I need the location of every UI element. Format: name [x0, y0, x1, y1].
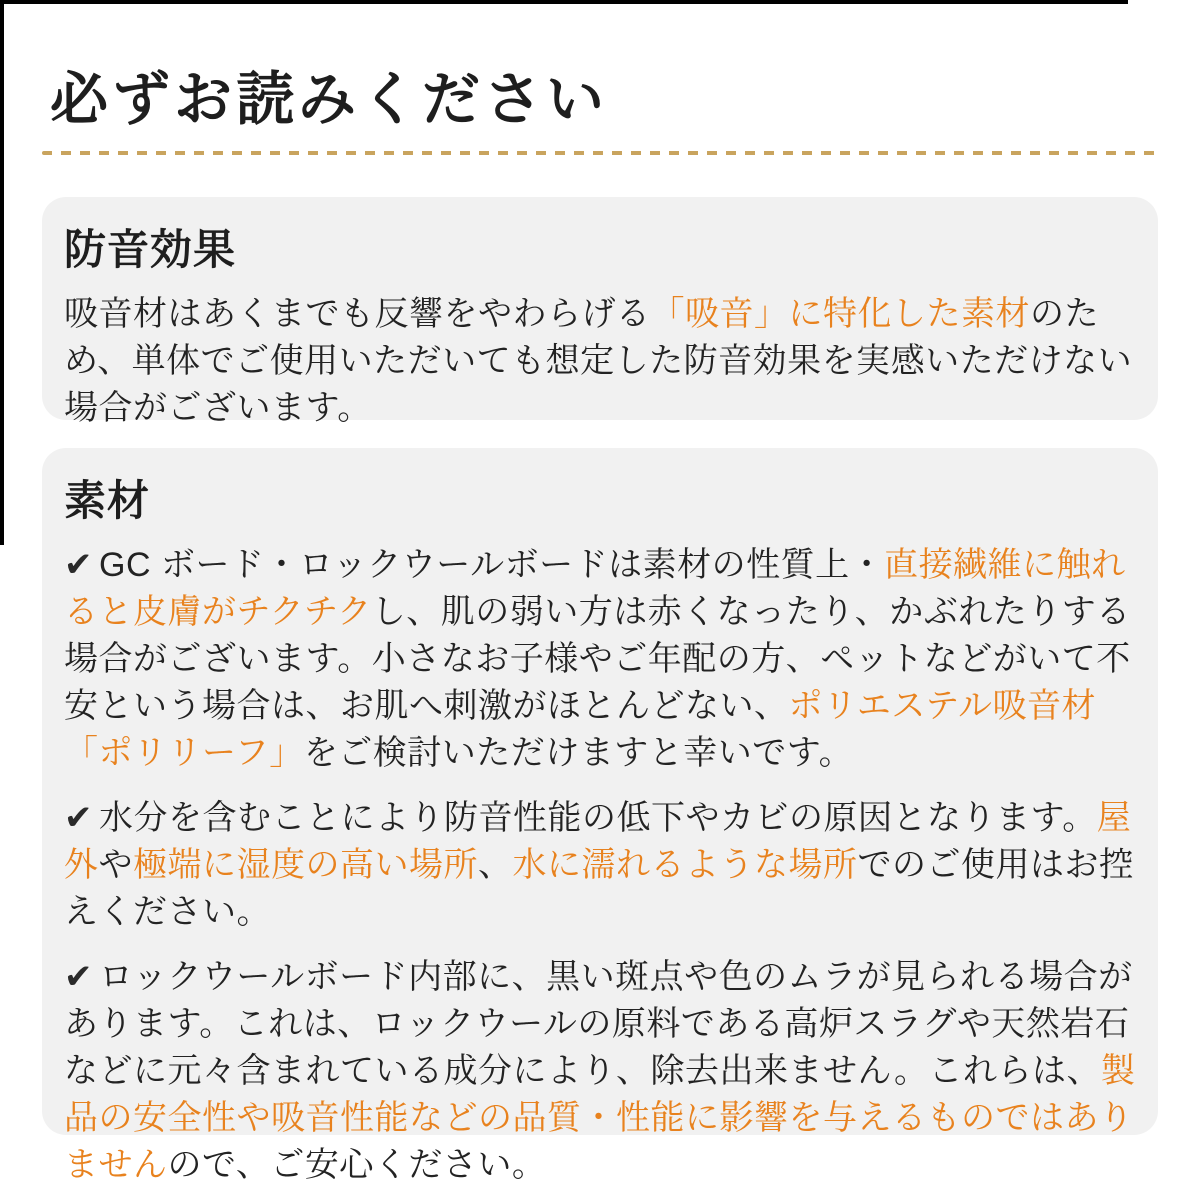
text-segment: GC ボード・ロックウールボードは素材の性質上・ — [99, 546, 885, 584]
text-segment: をご検討いただけますと幸いです。 — [303, 734, 854, 772]
paragraph — [64, 542, 1136, 777]
text-segment: でのご使用はお控えください。 — [64, 846, 1134, 931]
frame-artifact-left — [0, 0, 4, 545]
page-title: 必ずお読みください — [50, 67, 609, 132]
paragraph — [64, 795, 1136, 936]
check-icon: ✔ — [64, 799, 93, 837]
highlighted-text: 極端に湿度の高い場所 — [133, 846, 478, 884]
paragraph — [64, 954, 1136, 1189]
dashed-divider — [42, 151, 1160, 155]
text-segment: 水分を含むことにより防音性能の低下やカビの原因となります。 — [99, 799, 1097, 837]
highlighted-text: 直接繊維に触れると皮膚がチクチク — [64, 546, 1126, 631]
text-segment: ので、ご安心ください。 — [167, 1146, 547, 1184]
text-segment: 、 — [478, 846, 513, 884]
text-segment: 吸音材はあくまでも反響をやわらげる — [64, 295, 651, 333]
check-icon: ✔ — [64, 958, 93, 996]
text-segment: ロックウールボード内部に、黒い斑点や色のムラが見られる場合があります。これは、ロックウールの原料である高炉スラグや天然岩石などに元々含まれている成分により、除去出来ません。これらは、 — [64, 958, 1133, 1090]
paragraph — [64, 291, 1136, 432]
text-segment: のため、単体でご使用いただいても想定した防音効果を実感いただけない場合がございます。 — [64, 295, 1133, 427]
highlighted-text: 「吸音」に特化した素材 — [650, 295, 1030, 333]
highlighted-text: 製品の安全性や吸音性能などの品質・性能に影響を与えるものではありません — [64, 1052, 1136, 1184]
section-heading-soundproofing: 防音効果 — [64, 226, 237, 273]
highlighted-text: ポリエステル吸音材「ポリリーフ」 — [64, 687, 1096, 772]
text-segment: や — [98, 846, 133, 884]
check-icon: ✔ — [64, 546, 93, 584]
text-segment: し、肌の弱い方は赤くなったり、かぶれたりする場合がございます。小さなお子様やご年配の方、ペットなどがいて不安という場合は、お肌へ刺激がほとんどない、 — [64, 593, 1131, 725]
section-heading-material: 素材 — [64, 477, 151, 524]
section-material — [42, 448, 1158, 1184]
highlighted-text: 屋外 — [64, 799, 1132, 884]
section-soundproofing-effect — [42, 197, 1158, 427]
highlighted-text: 水に濡れるような場所 — [512, 846, 858, 884]
frame-artifact-top — [0, 0, 1128, 4]
section-body-material — [64, 542, 1136, 1189]
section-body-soundproofing — [64, 291, 1136, 432]
